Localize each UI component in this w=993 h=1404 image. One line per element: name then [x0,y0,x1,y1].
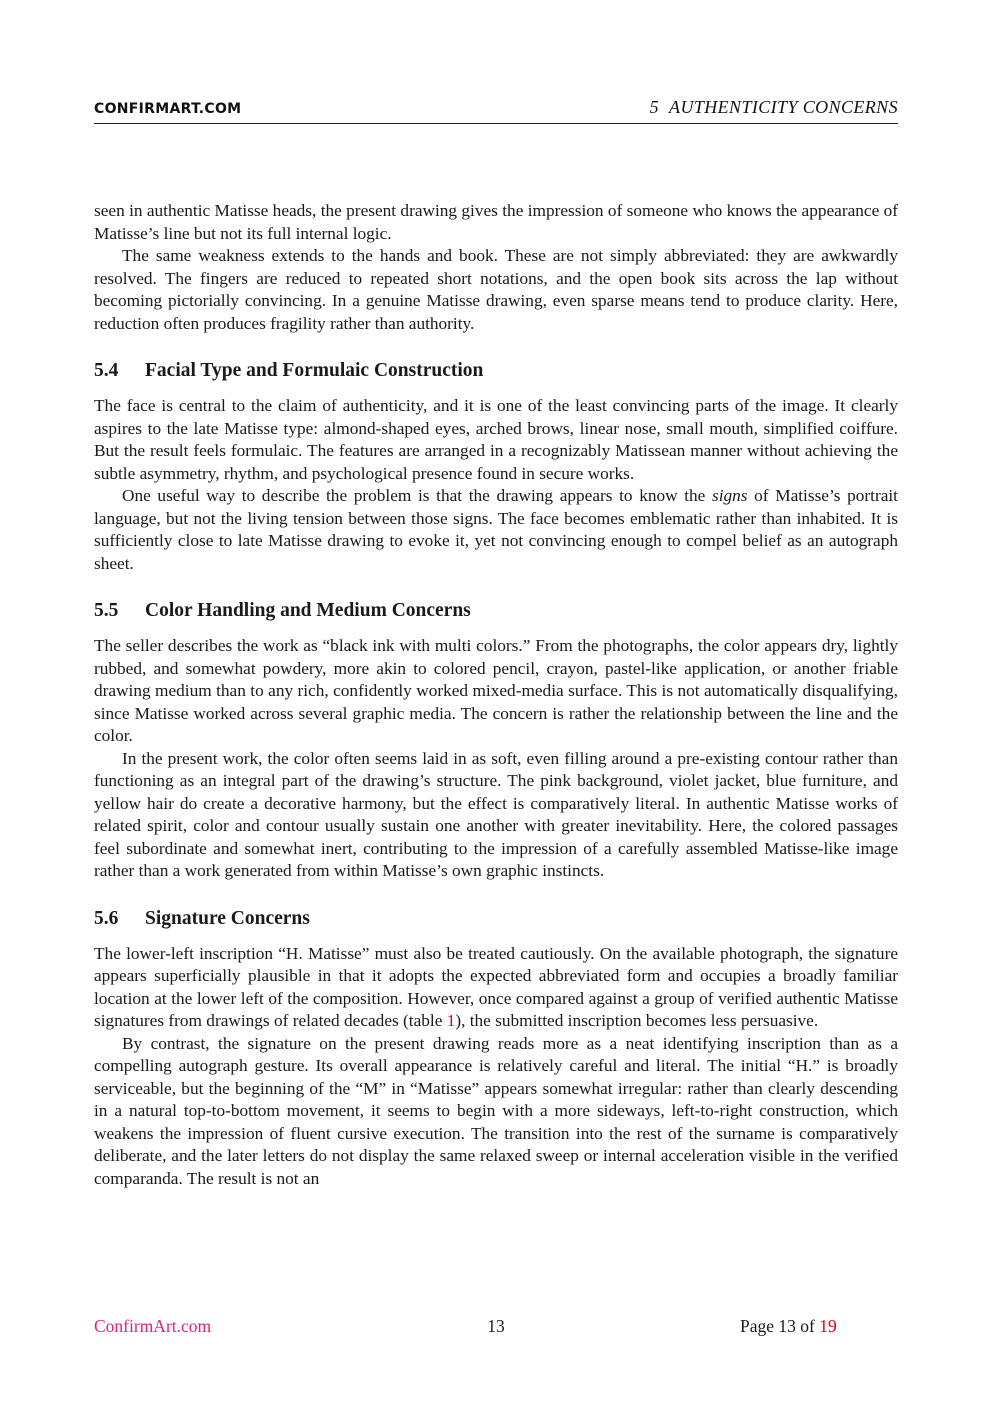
running-section-text: AUTHENTICITY CONCERNS [669,97,898,117]
paragraph-signs [94,485,898,575]
page-body [94,200,898,1190]
paragraph-signs-b: of Matisse’s portrait language, but not the living tension between those signs. The face becomes emblematic rather than inhabited. It is sufficiently close to late Matisse drawing to evoke it, yet not convincing enough to compel belief as an autograph sheet. [94,486,898,573]
paragraph-inscription-a: The lower-left inscription “H. Matisse” must also be treated cautiously. On the available photograph, the signature appears superficially plausible in that it adopts the expected abbreviated form and occupies a broadly familiar location at the lower left of the composition. However, once compared against a group of verified authentic Matisse signatures from drawings of related decades (table [94,943,898,1030]
heading-5-4 [94,359,898,383]
paragraph-inscription-b: ), the submitted inscription becomes less persuasive. [455,1011,819,1030]
paragraph-face: The face is central to the claim of authenticity, and it is one of the least convincing parts of the image. It clearly aspires to the late Matisse type: almond-shaped eyes, arched brows, linear nose, small mouth, simplified coiffure. But the result feels formulaic. The features are arranged in a recognizably Matissean manner without achieving the subtle asymmetry, rhythm, and psychological presence found in secure works. [94,396,898,483]
paragraph-inscription [94,943,898,1033]
footer-page-count [740,1316,837,1337]
heading-5-6-number: 5.6 [94,907,119,929]
paragraph-signs-emphasis: signs [711,486,748,505]
paragraph-color: In the present work, the color often seems laid in as soft, even filling around a pre-existing contour rather than functioning as an integral part of the drawing’s structure. The pink background, violet jacket, blue furniture, and yellow hair do create a decorative harmony, but the effect is comparatively literal. In authentic Matisse works of related spirit, color and contour usually sustain one another with greater inevitability. Here, the colored passages feel subordinate and somewhat inert, contributing to the impression of a carefully assembled Matisse-like image rather than a work generated from within Matisse’s own graphic instincts. [94,748,898,880]
running-section-title [650,97,898,118]
paragraph-continuation: seen in authentic Matisse heads, the present drawing gives the impression of someone who knows the appearance of Matisse’s line but not its full internal logic. [94,201,898,243]
page-header [94,97,898,124]
heading-5-5-number: 5.5 [94,600,119,621]
heading-5-4-number: 5.4 [94,360,119,381]
footer-total-pages-link[interactable]: 19 [819,1316,837,1336]
heading-5-6 [94,907,898,931]
heading-5-4-title: Facial Type and Formulaic Construction [145,360,484,381]
footer-page-number: 13 [487,1316,505,1336]
paragraph-signs-a: One useful way to describe the problem is that the drawing appears to know the [122,486,712,505]
footer-page-prefix: Page 13 of [740,1316,820,1336]
heading-5-5-title: Color Handling and Medium Concerns [145,600,471,621]
running-section-number: 5 [649,97,660,117]
site-logo: CONFIRMART.COM [94,101,242,117]
page-footer [94,1316,898,1340]
footer-site-link[interactable]: ConfirmArt.com [94,1316,212,1336]
paragraph-hands-book: The same weakness extends to the hands and book. These are not simply abbreviated: they are awkwardly resolved. The fingers are reduced to repeated short notations, and the open book sits across the lap without becoming pictorially convincing. In a genuine Matisse drawing, even sparse means tend to produce clarity. Here, reduction often produces fragility rather than authority. [94,246,898,333]
heading-5-5 [94,599,898,623]
paragraph-medium: The seller describes the work as “black ink with multi colors.” From the photographs, the color appears dry, lightly rubbed, and somewhat powdery, more akin to colored pencil, crayon, pastel-like application, or another friable drawing medium than to any rich, confidently worked mixed-media surface. This is not automatically disqualifying, since Matisse worked across several graphic media. The concern is rather the relationship between the line and the color. [94,636,898,745]
heading-5-6-title: Signature Concerns [145,907,310,929]
table-reference-link[interactable]: 1 [446,1011,456,1030]
paragraph-signature-analysis: By contrast, the signature on the present drawing reads more as a neat identifying inscription than as a compelling autograph gesture. Its overall appearance is relatively careful and literal. The initial “H.” is broadly serviceable, but the beginning of the “M” in “Matisse” appears somewhat irregular: rather than clearly descending in a natural top-to-bottom movement, it seems to begin with a more sideways, left-to-right construction, which weakens the impression of fluent cursive execution. The transition into the rest of the surname is comparatively deliberate, and the later letters do not display the same relaxed sweep or internal acceleration visible in the verified comparanda. The result is not an [94,1033,898,1188]
